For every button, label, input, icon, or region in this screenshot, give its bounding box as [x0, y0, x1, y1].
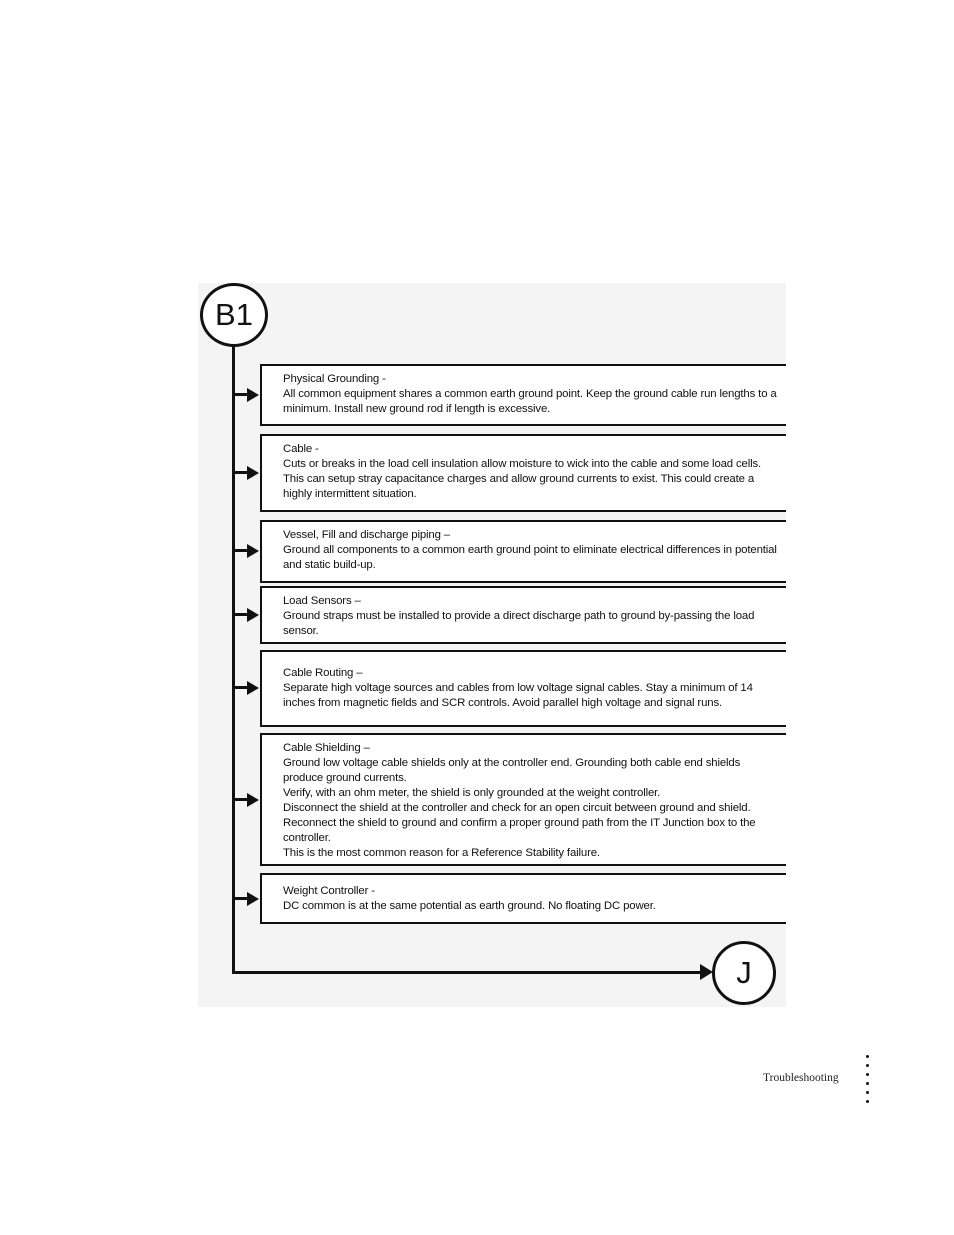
step-title: Cable - — [283, 443, 319, 455]
step-title: Load Sensors – — [283, 595, 361, 607]
step-box-weight-controller — [260, 873, 786, 924]
flow-exit-line — [232, 971, 702, 974]
step-box-cable-shielding — [260, 733, 786, 866]
step-title: Cable Shielding – — [283, 742, 370, 754]
step-box-vessel-piping — [260, 520, 786, 583]
step-text: DC common is at the same potential as earth ground. No floating DC power. — [283, 900, 656, 912]
start-node-b1 — [200, 283, 268, 347]
step-text: Separate high voltage sources and cables from low voltage signal cables. Stay a minimum of 14 inches from magnetic fields and SCR controls. Avoid parallel high voltage and signal runs. — [283, 682, 753, 709]
step-title: Cable Routing – — [283, 667, 363, 679]
step-text: Cuts or breaks in the load cell insulation allow moisture to wick into the cable and some load cells. This can setup stray capacitance charges and allow ground currents to exist. This could create a highly intermittent situation. — [283, 458, 762, 500]
arrow-right-icon — [247, 681, 259, 695]
end-node-j — [712, 941, 776, 1005]
step-text: Ground low voltage cable shields only at the controller end. Grounding both cable end shields produce ground currents. — [283, 757, 741, 784]
arrow-right-icon — [247, 608, 259, 622]
step-text: Reconnect the shield to ground and confirm a proper ground path from the IT Junction box to the controller. — [283, 817, 756, 844]
step-box-load-sensors — [260, 586, 786, 644]
step-title: Physical Grounding - — [283, 373, 386, 385]
arrow-right-icon — [247, 892, 259, 906]
arrow-right-icon — [247, 793, 259, 807]
step-text: Ground all components to a common earth ground point to eliminate electrical differences in potential and static build-up. — [283, 544, 777, 571]
step-text: All common equipment shares a common earth ground point. Keep the ground cable run lengths to a minimum. Install new ground rod if length is excessive. — [283, 388, 777, 415]
step-title: Vessel, Fill and discharge piping – — [283, 529, 450, 541]
step-text: This is the most common reason for a Reference Stability failure. — [283, 847, 600, 859]
arrow-right-icon — [247, 544, 259, 558]
end-node-label: J — [736, 955, 752, 990]
step-box-cable-routing — [260, 650, 786, 727]
step-text: Verify, with an ohm meter, the shield is only grounded at the weight controller. — [283, 787, 661, 799]
step-text: Ground straps must be installed to provide a direct discharge path to ground by-passing the load sensor. — [283, 610, 755, 637]
start-node-label: B1 — [215, 297, 253, 332]
step-title: Weight Controller - — [283, 885, 375, 897]
dotted-margin-marker — [864, 1055, 872, 1109]
footer-section-label: Troubleshooting — [763, 1072, 839, 1084]
step-text: Disconnect the shield at the controller and check for an open circuit between ground and shield. — [283, 802, 751, 814]
step-box-cable — [260, 434, 786, 512]
arrow-right-icon — [247, 388, 259, 402]
step-box-physical-grounding — [260, 364, 786, 426]
arrow-right-icon — [247, 466, 259, 480]
flow-trunk-line — [232, 344, 235, 974]
